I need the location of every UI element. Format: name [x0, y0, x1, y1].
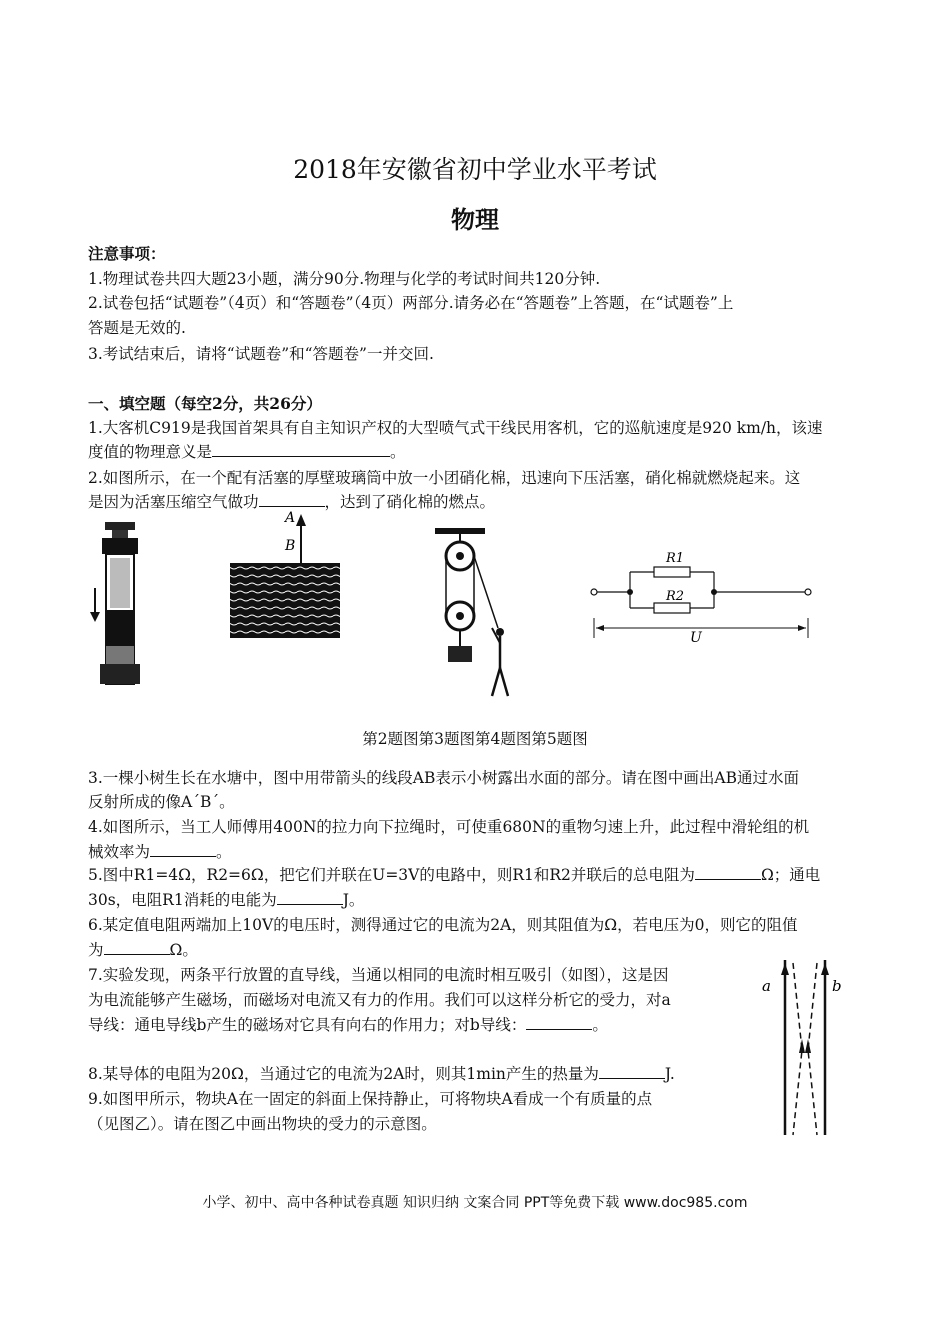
fig7-label-b: b	[832, 977, 842, 995]
fig3-tree-water	[225, 508, 345, 640]
exam-title: 2018年安徽省初中学业水平考试	[293, 155, 657, 184]
q5-end-a: Ω；通电	[760, 866, 821, 884]
q5-text-b: 30s，电阻R1消耗的电能为	[88, 891, 277, 909]
q7-end: 。	[592, 1016, 608, 1034]
q5-line-a	[88, 862, 868, 888]
fig5-parallel-circuit	[588, 548, 818, 648]
q4-end: 。	[216, 843, 232, 861]
note-2a: 2.试卷包括“试题卷”（4页）和“答题卷”（4页）两部分.请务必在“答题卷”上答题，在“试题卷”上	[88, 294, 734, 312]
fig5-label-r2: R2	[666, 589, 685, 604]
q7-line-a: 7.实验发现，两条平行放置的直导线，当通以相同的电流时相互吸引（如图），这是因	[88, 966, 669, 984]
q5-answer-blank-2[interactable]	[277, 888, 343, 905]
q7-answer-blank[interactable]	[526, 1013, 592, 1030]
q9-line-b: （见图乙）。请在图乙中画出物块的受力的示意图。	[88, 1115, 437, 1133]
q6-line-b	[88, 937, 868, 963]
q5-text-a: 5.图中R1=4Ω，R2=6Ω，把它们并联在U=3V的电路中，则R1和R2并联后的总电阻为	[88, 866, 695, 884]
q1-answer-blank[interactable]	[212, 440, 390, 457]
figure-caption: 第2题图第3题图第4题图第5题图	[362, 730, 588, 748]
notes-heading: 注意事项：	[88, 244, 166, 263]
q2-end: ，达到了硝化棉的燃点。	[324, 493, 496, 511]
q7-line-c	[88, 1012, 738, 1038]
q3-line-a: 3.一棵小树生长在水塘中，图中用带箭头的线段AB表示小树露出水面的部分。请在图中画出AB通过水面	[88, 769, 799, 787]
fig2-piston-tube	[90, 520, 150, 700]
q7-text-c: 导线：通电导线b产生的磁场对它具有向右的作用力；对b导线：	[88, 1016, 527, 1034]
q2-answer-blank[interactable]	[259, 490, 325, 507]
q8-text: 8.某导体的电阻为20Ω，当通过它的电流为2A时，则其1min产生的热量为	[88, 1065, 599, 1083]
q3-line-b: 反射所成的像A´B´。	[88, 793, 235, 811]
q4-line-a: 4.如图所示，当工人师傅用400N的拉力向下拉绳时，可使重680N的重物匀速上升，此过程中滑轮组的机	[88, 818, 810, 836]
q2-line-a: 2.如图所示，在一个配有活塞的厚壁玻璃筒中放一小团硝化棉，迅速向下压活塞，硝化棉就燃烧起来。这	[88, 469, 801, 487]
q5-line-b	[88, 887, 868, 913]
section1-heading: 一、填空题（每空2分，共26分）	[88, 394, 322, 413]
q8-end: J.	[664, 1065, 675, 1083]
fig4-pulley-system	[430, 528, 520, 700]
subject-title: 物理	[451, 205, 499, 234]
note-1: 1.物理试卷共四大题23小题，满分90分.物理与化学的考试时间共120分钟.	[88, 270, 601, 288]
q2-text: 是因为活塞压缩空气做功	[88, 493, 259, 511]
note-3: 3.考试结束后，请将“试题卷”和“答题卷”一并交回.	[88, 345, 434, 363]
q1-line-a: 1.大客机C919是我国首架具有自主知识产权的大型喷气式干线民用客机，它的巡航速度是920 km/h，该速	[88, 419, 823, 437]
footer-text: 小学、初中、高中各种试卷真题 知识归纳 文案合同 PPT等免费下载 www.doc985.com	[202, 1195, 748, 1211]
q8-answer-blank[interactable]	[599, 1062, 665, 1079]
q5-end-b: J。	[342, 891, 365, 909]
q6-end: Ω。	[169, 941, 198, 959]
fig3-label-a: A	[285, 510, 296, 526]
note-2b: 答题是无效的.	[88, 319, 186, 337]
fig5-label-u: U	[690, 630, 702, 646]
q1-line-b	[88, 439, 868, 465]
q5-answer-blank-1[interactable]	[695, 863, 761, 880]
q4-text: 械效率为	[88, 843, 151, 861]
q4-answer-blank[interactable]	[150, 840, 216, 857]
q1-text: 度值的物理意义是	[88, 443, 213, 461]
fig7-parallel-wires	[760, 955, 860, 1140]
q2-line-b	[88, 489, 868, 515]
fig7-label-a: a	[762, 977, 771, 995]
q6-line-a: 6.某定值电阻两端加上10V的电压时，测得通过它的电流为2A，则其阻值为Ω，若电压为0，则它的阻值	[88, 916, 798, 934]
q6-answer-blank[interactable]	[104, 938, 170, 955]
fig5-label-r1: R1	[666, 551, 685, 566]
q6-text: 为	[88, 941, 104, 959]
q8-line	[88, 1061, 738, 1087]
q7-line-b: 为电流能够产生磁场，而磁场对电流又有力的作用。我们可以这样分析它的受力，对a	[88, 991, 671, 1009]
fig3-label-b: B	[285, 538, 296, 554]
q1-end: 。	[390, 443, 406, 461]
q9-line-a: 9.如图甲所示，物块A在一固定的斜面上保持静止，可将物块A看成一个有质量的点	[88, 1090, 653, 1108]
